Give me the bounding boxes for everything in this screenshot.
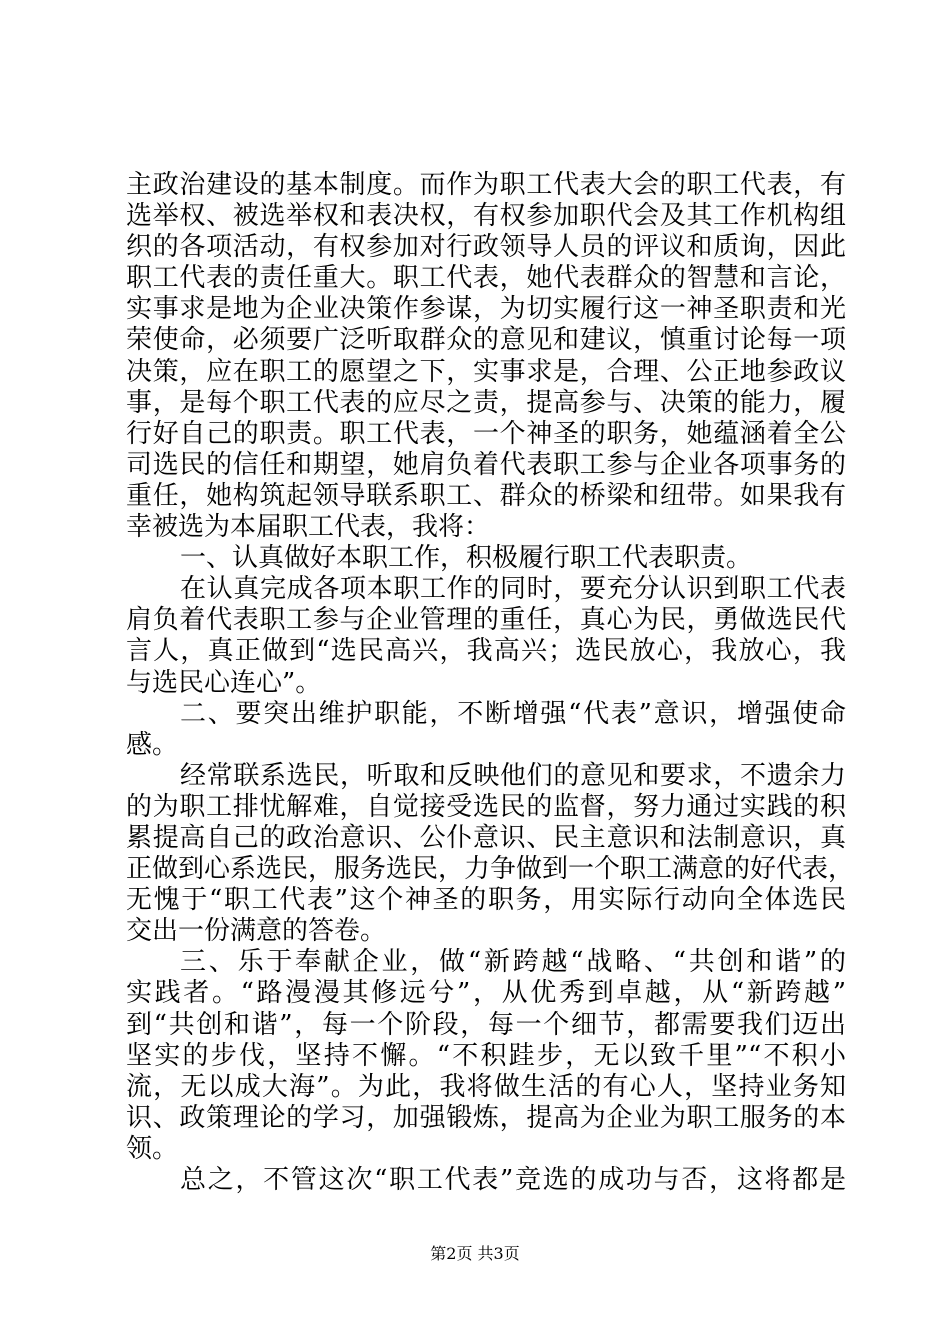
- page-footer: [0, 1244, 950, 1264]
- text-line: 重任，她构筑起领导联系职工、群众的桥梁和纽带。如果我有: [126, 480, 846, 511]
- text-line: 总之，不管这次“职工代表”竞选的成功与否，这将都是: [180, 1165, 846, 1195]
- text-line: 识、政策理论的学习，加强锻炼，提高为企业为职工服务的本: [126, 1102, 846, 1133]
- text-line: 主政治建设的基本制度。而作为职工代表大会的职工代表，有: [126, 170, 846, 200]
- text-line: 累提高自己的政治意识、公仆意识、民主意识和法制意识，真: [126, 822, 846, 853]
- text-line: 实践者。“路漫漫其修远兮”，从优秀到卓越，从“新跨越”: [126, 978, 846, 1009]
- text-line: 一、认真做好本职工作，积极履行职工代表职责。: [180, 543, 753, 574]
- text-line: 幸被选为本届职工代表，我将：: [126, 512, 491, 543]
- text-line: 坚实的步伐，坚持不懈。“不积跬步，无以致千里”“不积小: [126, 1040, 846, 1071]
- text-line: 三、乐于奉献企业，做“新跨越“战略、“共创和谐”的: [180, 947, 846, 978]
- text-line: 事，是每个职工代表的应尽之责，提高参与、决策的能力，履: [126, 387, 846, 418]
- text-line: 行好自己的职责。职工代表，一个神圣的职务，她蕴涵着全公: [126, 418, 846, 449]
- text-line: 经常联系选民，听取和反映他们的意见和要求，不遗余力: [180, 760, 846, 791]
- text-line: 决策，应在职工的愿望之下，实事求是，合理、公正地参政议: [126, 356, 846, 387]
- document-body: [126, 170, 855, 1196]
- text-line: 流，无以成大海”。为此，我将做生活的有心人，坚持业务知: [126, 1071, 846, 1102]
- text-line: 领。: [126, 1133, 179, 1164]
- text-line: 的为职工排忧解难，自觉接受选民的监督，努力通过实践的积: [126, 791, 846, 822]
- text-line: 实事求是地为企业决策作参谋，为切实履行这一神圣职责和光: [126, 294, 846, 325]
- text-line: 在认真完成各项本职工作的同时，要充分认识到职工代表: [180, 574, 846, 605]
- text-line: 荣使命，必须要广泛听取群众的意见和建议，慎重讨论每一项: [126, 325, 846, 356]
- text-line: 感。: [126, 729, 179, 760]
- text-line: 到“共创和谐”，每一个阶段，每一个细节，都需要我们迈出: [126, 1009, 846, 1040]
- text-line: 织的各项活动，有权参加对行政领导人员的评议和质询，因此: [126, 232, 846, 263]
- text-line: 言人，真正做到“选民高兴，我高兴；选民放心，我放心，我: [126, 636, 846, 667]
- text-line: 与选民心连心”。: [126, 667, 322, 698]
- text-line: 职工代表的责任重大。职工代表，她代表群众的智慧和言论，: [126, 263, 846, 294]
- text-line: 肩负着代表职工参与企业管理的重任，真心为民，勇做选民代: [126, 605, 846, 636]
- text-line: 交出一份满意的答卷。: [126, 916, 387, 947]
- page-number-label: 第2页 共3页: [430, 1244, 520, 1263]
- text-line: 司选民的信任和期望，她肩负着代表职工参与企业各项事务的: [126, 449, 846, 480]
- text-line: 正做到心系选民，服务选民，力争做到一个职工满意的好代表，: [126, 854, 855, 885]
- text-line: 二、要突出维护职能，不断增强“代表”意识，增强使命: [180, 698, 846, 729]
- text-line: 无愧于“职工代表”这个神圣的职务，用实际行动向全体选民: [126, 885, 846, 916]
- text-line: 选举权、被选举权和表决权，有权参加职代会及其工作机构组: [126, 201, 846, 232]
